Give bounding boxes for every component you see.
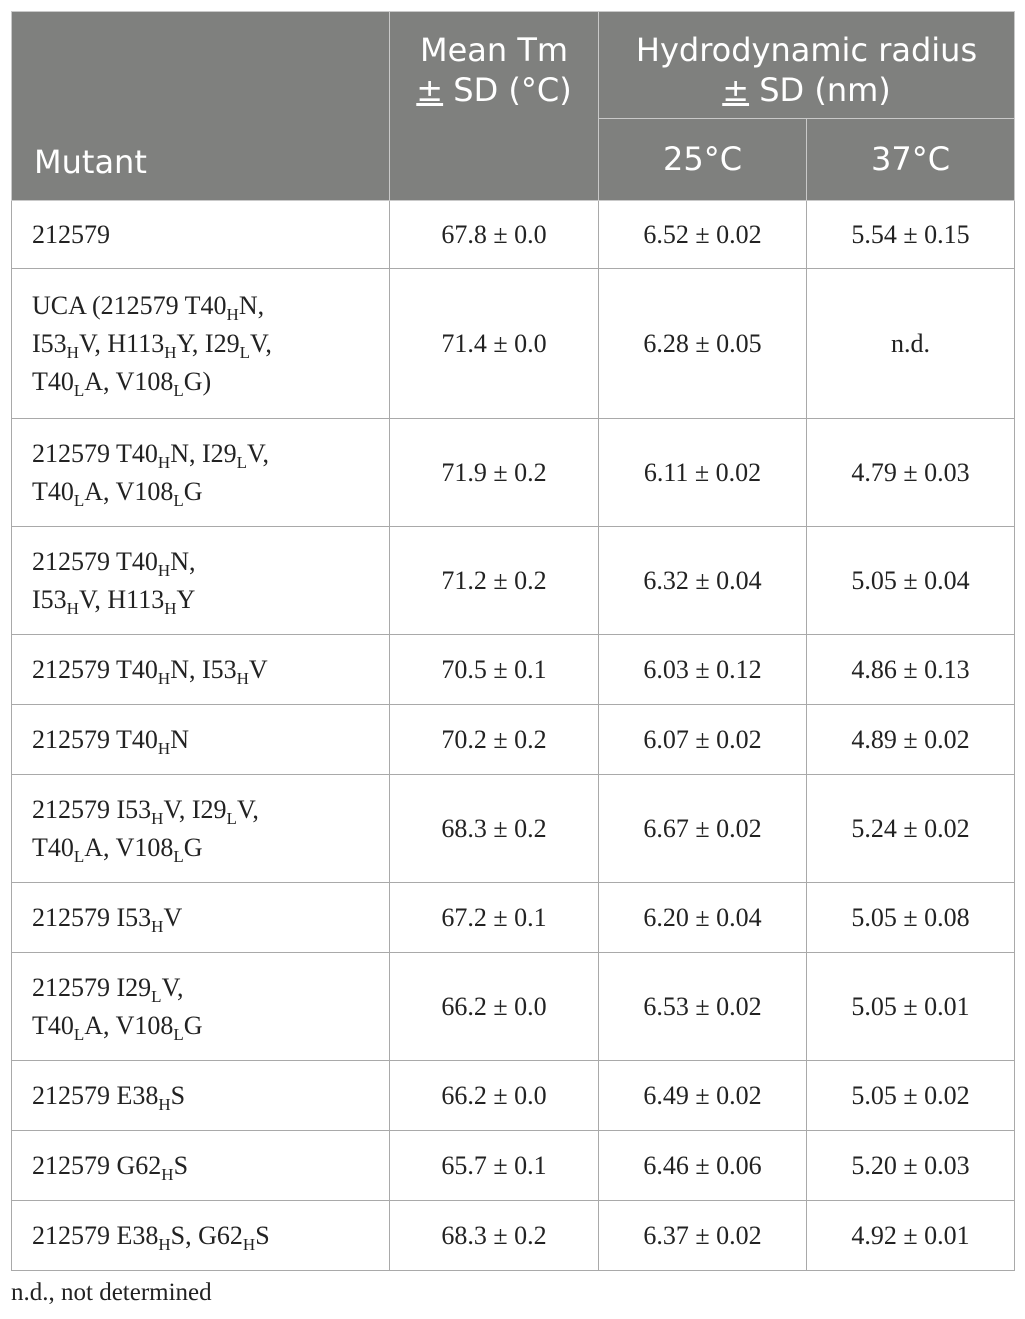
header-temp-37: 37°C	[807, 118, 1015, 200]
footnote: n.d., not determined	[11, 1279, 212, 1306]
mutant-text: V,	[161, 972, 184, 1002]
header-temp-25: 25°C	[599, 118, 807, 200]
chain-subscript: H	[158, 1094, 171, 1114]
chain-subscript: H	[164, 598, 177, 618]
mutant-text: N, I53	[170, 654, 237, 684]
cell-radius-37c: 5.24 ± 0.02	[807, 775, 1015, 883]
chain-subscript: H	[151, 808, 164, 828]
mutant-text: V	[248, 654, 268, 684]
cell-radius-25c: 6.67 ± 0.02	[599, 775, 807, 883]
chain-subscript: L	[226, 808, 237, 828]
cell-mutant	[12, 419, 390, 527]
chain-subscript: L	[173, 1024, 184, 1044]
mutant-text: A, V108	[84, 476, 174, 506]
mutant-text: T40	[32, 1010, 74, 1040]
mutant-text: 212579 I53	[32, 902, 152, 932]
mutant-text: 212579 T40	[32, 654, 158, 684]
mutant-text: I53	[32, 328, 67, 358]
chain-subscript: H	[157, 560, 171, 580]
mutant-text: S	[173, 1150, 189, 1180]
cell-mean-tm: 70.5 ± 0.1	[390, 635, 599, 705]
mutant-text: V	[163, 902, 183, 932]
mutant-text: Y, I29	[176, 328, 240, 358]
table-row	[12, 953, 1015, 1061]
cell-radius-25c: 6.49 ± 0.02	[599, 1061, 807, 1131]
chain-subscript: H	[151, 916, 164, 936]
table-header	[12, 12, 1015, 201]
cell-mutant	[12, 1061, 390, 1131]
chain-subscript: H	[158, 1234, 171, 1254]
table-row	[12, 883, 1015, 953]
table-row	[12, 1201, 1015, 1271]
cell-mutant	[12, 1201, 390, 1271]
cell-mutant	[12, 775, 390, 883]
mutant-text: 212579 E38	[32, 1080, 159, 1110]
mutant-text: V, H113	[78, 584, 165, 614]
cell-mean-tm: 68.3 ± 0.2	[390, 775, 599, 883]
mutant-text: N, I29	[170, 438, 237, 468]
mutant-text: 212579 T40	[32, 438, 158, 468]
mutant-text: G	[183, 1010, 203, 1040]
cell-mutant	[12, 953, 390, 1061]
mutant-text: S	[170, 1080, 186, 1110]
cell-radius-25c: 6.46 ± 0.06	[599, 1131, 807, 1201]
chain-subscript: H	[157, 668, 171, 688]
cell-mutant	[12, 269, 390, 419]
table-row	[12, 1061, 1015, 1131]
header-hydrodynamic-radius	[599, 12, 1015, 119]
mutant-text: V, I29	[163, 794, 227, 824]
header-mean-tm-line1: Mean Tm	[419, 31, 569, 69]
mutant-text: V,	[236, 794, 259, 824]
chain-subscript: L	[73, 1024, 85, 1044]
chain-subscript: H	[164, 342, 177, 362]
mutant-text: T40	[32, 476, 74, 506]
header-mean-tm-line2: SD (°C)	[443, 71, 572, 109]
cell-mean-tm: 68.3 ± 0.2	[390, 1201, 599, 1271]
cell-mutant	[12, 635, 390, 705]
mutant-text: S, G62	[170, 1220, 243, 1250]
mutant-text: 212579 E38	[32, 1220, 159, 1250]
chain-subscript: H	[157, 738, 171, 758]
mutant-text: S	[255, 1220, 270, 1250]
header-mean-tm	[390, 12, 599, 201]
header-mean-tm-pm: ±	[416, 71, 444, 109]
chain-subscript: L	[173, 380, 184, 400]
cell-radius-37c: 4.79 ± 0.03	[807, 419, 1015, 527]
mutant-text: 212579 I29	[32, 972, 152, 1002]
cell-mean-tm: 65.7 ± 0.1	[390, 1131, 599, 1201]
mutant-text: I53	[32, 584, 67, 614]
mutant-text: G)	[183, 366, 212, 396]
cell-radius-25c: 6.53 ± 0.02	[599, 953, 807, 1061]
table-row	[12, 705, 1015, 775]
chain-subscript: L	[173, 490, 184, 510]
cell-mutant	[12, 705, 390, 775]
cell-radius-25c: 6.20 ± 0.04	[599, 883, 807, 953]
header-mutant: Mutant	[12, 12, 390, 201]
cell-radius-25c: 6.07 ± 0.02	[599, 705, 807, 775]
mutant-text: 212579 T40	[32, 724, 158, 754]
mutant-text: A, V108	[84, 366, 174, 396]
mutant-text: T40	[32, 366, 74, 396]
cell-mutant	[12, 1131, 390, 1201]
mutant-text: 212579 G62	[32, 1150, 162, 1180]
table-body	[12, 201, 1015, 1271]
data-table	[11, 11, 1015, 1271]
table-row	[12, 419, 1015, 527]
chain-subscript: H	[236, 668, 249, 688]
table-row	[12, 635, 1015, 705]
cell-mean-tm: 70.2 ± 0.2	[390, 705, 599, 775]
chain-subscript: H	[226, 304, 239, 324]
chain-subscript: L	[73, 846, 85, 866]
cell-mean-tm: 67.8 ± 0.0	[390, 201, 599, 269]
mutant-text: N,	[170, 546, 196, 576]
cell-radius-25c: 6.28 ± 0.05	[599, 269, 807, 419]
table-row	[12, 1131, 1015, 1201]
table-row	[12, 269, 1015, 419]
chain-subscript: L	[236, 452, 248, 472]
cell-radius-37c: 5.54 ± 0.15	[807, 201, 1015, 269]
table-row	[12, 201, 1015, 269]
header-hr-line2: SD (nm)	[749, 71, 891, 109]
cell-mean-tm: 66.2 ± 0.0	[390, 953, 599, 1061]
cell-radius-37c: 5.05 ± 0.01	[807, 953, 1015, 1061]
chain-subscript: H	[242, 1234, 256, 1254]
mutant-text: A, V108	[84, 832, 174, 862]
chain-subscript: H	[161, 1164, 174, 1184]
mutant-text: V,	[247, 438, 269, 468]
mutant-text: UCA (212579 T40	[32, 290, 227, 320]
cell-radius-37c: 5.05 ± 0.08	[807, 883, 1015, 953]
cell-radius-25c: 6.03 ± 0.12	[599, 635, 807, 705]
cell-radius-37c: n.d.	[807, 269, 1015, 419]
cell-radius-25c: 6.32 ± 0.04	[599, 527, 807, 635]
mutant-text: 212579 I53	[32, 794, 152, 824]
cell-mutant	[12, 201, 390, 269]
mutant-text: Y	[176, 584, 196, 614]
cell-radius-25c: 6.37 ± 0.02	[599, 1201, 807, 1271]
cell-mutant	[12, 527, 390, 635]
cell-radius-25c: 6.52 ± 0.02	[599, 201, 807, 269]
chain-subscript: L	[73, 380, 85, 400]
table-row	[12, 775, 1015, 883]
chain-subscript: H	[66, 342, 79, 362]
mutant-text: V, H113	[78, 328, 165, 358]
chain-subscript: L	[239, 342, 250, 362]
cell-radius-37c: 4.92 ± 0.01	[807, 1201, 1015, 1271]
cell-radius-25c: 6.11 ± 0.02	[599, 419, 807, 527]
mutant-text: 212579	[32, 219, 110, 249]
cell-mean-tm: 71.4 ± 0.0	[390, 269, 599, 419]
chain-subscript: L	[151, 986, 162, 1006]
header-hr-pm: ±	[722, 71, 750, 109]
mutant-text: V,	[249, 328, 272, 358]
mutant-text: 212579 T40	[32, 546, 158, 576]
cell-radius-37c: 4.89 ± 0.02	[807, 705, 1015, 775]
cell-mean-tm: 71.9 ± 0.2	[390, 419, 599, 527]
mutant-text: T40	[32, 832, 74, 862]
chain-subscript: L	[173, 846, 184, 866]
mutant-text: N	[170, 724, 189, 754]
chain-subscript: H	[66, 598, 79, 618]
cell-mean-tm: 67.2 ± 0.1	[390, 883, 599, 953]
cell-radius-37c: 5.05 ± 0.02	[807, 1061, 1015, 1131]
cell-mean-tm: 66.2 ± 0.0	[390, 1061, 599, 1131]
mutant-text: N,	[238, 290, 265, 320]
cell-radius-37c: 5.05 ± 0.04	[807, 527, 1015, 635]
cell-mutant	[12, 883, 390, 953]
chain-subscript: H	[157, 452, 171, 472]
chain-subscript: L	[73, 490, 85, 510]
mutant-text: A, V108	[84, 1010, 174, 1040]
cell-mean-tm: 71.2 ± 0.2	[390, 527, 599, 635]
mutant-text: G	[183, 832, 203, 862]
mutant-text: G	[183, 476, 203, 506]
header-hr-line1: Hydrodynamic radius	[635, 31, 978, 69]
cell-radius-37c: 5.20 ± 0.03	[807, 1131, 1015, 1201]
cell-radius-37c: 4.86 ± 0.13	[807, 635, 1015, 705]
table-row	[12, 527, 1015, 635]
